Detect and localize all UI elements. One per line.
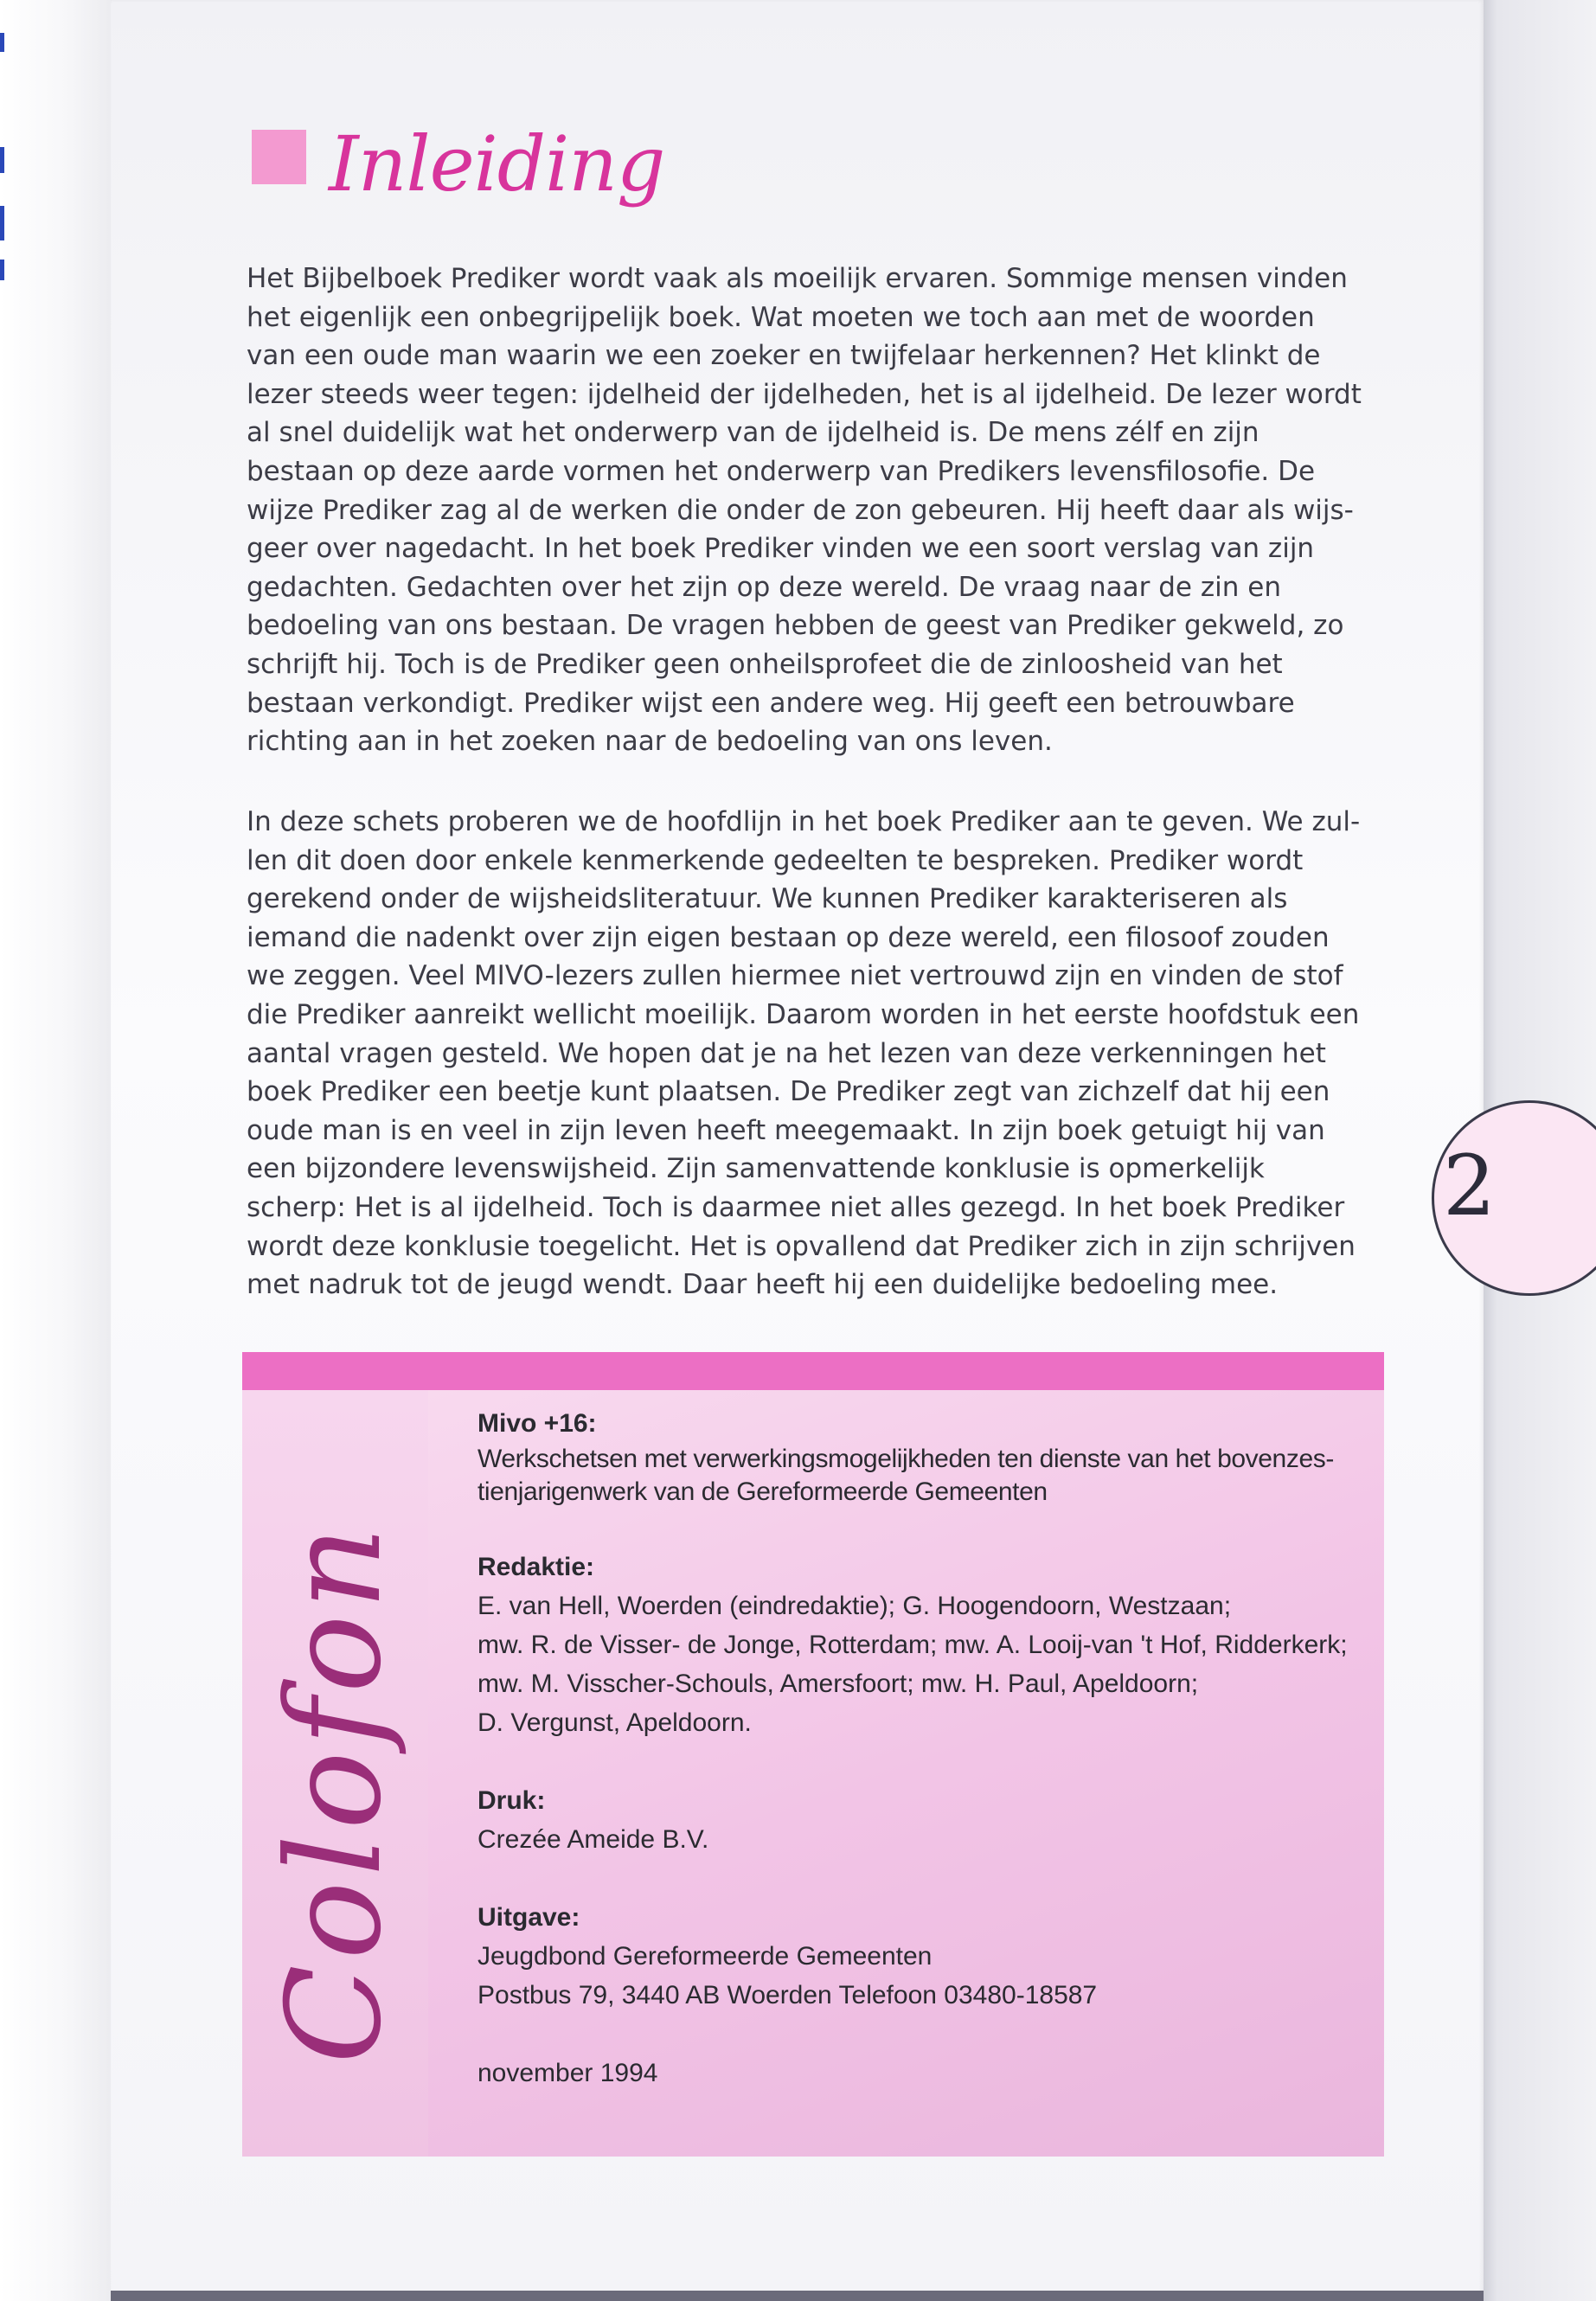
- uitgave-line: Jeugdbond Gereformeerde Gemeenten: [478, 1942, 933, 1971]
- text-line: iemand die nadenkt over zijn eigen bestaan op deze wereld, een filosoof zouden: [247, 921, 1330, 953]
- text-line: lezer steeds weer tegen: ijdelheid der ijdelheden, het is al ijdelheid. De lezer wordt: [247, 378, 1362, 410]
- section-title: Inleiding: [329, 119, 665, 208]
- redaktie-line: D. Vergunst, Apeldoorn.: [478, 1708, 752, 1737]
- text-line: oude man is en veel in zijn leven heeft meegemaakt. In zijn boek getuigt hij van: [247, 1114, 1325, 1146]
- redaktie-line: E. van Hell, Woerden (eindredaktie); G. Hoogendoorn, Westzaan;: [478, 1592, 1232, 1620]
- text-line: bestaan op deze aarde vormen het onderwerp van Predikers levensfilosofie. De: [247, 455, 1316, 487]
- text-line: wordt deze konklusie toegelicht. Het is opvallend dat Prediker zich in zijn schrijven: [247, 1230, 1356, 1262]
- text-line: een bijzondere levenswijsheid. Zijn samenvattende konklusie is opmerkelijk: [247, 1153, 1265, 1185]
- druk-label: Druk:: [478, 1786, 546, 1815]
- text-line: die Prediker aanreikt wellicht moeilijk. Daarom worden in het eerste hoofdstuk een: [247, 998, 1360, 1030]
- intro-paragraph-2: [247, 803, 1388, 1304]
- binding-mark: [0, 147, 4, 173]
- text-line: schrijft hij. Toch is de Prediker geen onheilsprofeet die de zinloosheid van het: [247, 648, 1283, 680]
- redaktie-line: mw. M. Visscher-Schouls, Amersfoort; mw. H. Paul, Apeldoorn;: [478, 1670, 1199, 1698]
- uitgave-line: Postbus 79, 3440 AB Woerden Telefoon 03480-18587: [478, 1981, 1098, 2009]
- text-line: wijze Prediker zag al de werken die onder de zon gebeuren. Hij heeft daar als wijs-: [247, 494, 1354, 526]
- binding-mark: [0, 33, 4, 52]
- text-line: al snel duidelijk wat het onderwerp van de ijdelheid is. De mens zélf en zijn: [247, 417, 1259, 449]
- mivo-label: Mivo +16:: [478, 1409, 597, 1438]
- text-line: boek Prediker een beetje kunt plaatsen. De Prediker zegt van zichzelf dat hij een: [247, 1076, 1330, 1108]
- text-line: we zeggen. Veel MIVO-lezers zullen hiermee niet vertrouwd zijn en vinden de stof: [247, 960, 1343, 992]
- text-line: Het Bijbelboek Prediker wordt vaak als moeilijk ervaren. Sommige mensen vinden: [247, 263, 1348, 294]
- text-line: met nadruk tot de jeugd wendt. Daar heeft hij een duidelijke bedoeling mee.: [247, 1269, 1279, 1301]
- text-line: scherp: Het is al ijdelheid. Toch is daarmee niet alles gezegd. In het boek Prediker: [247, 1191, 1345, 1223]
- text-line: het eigenlijk een onbegrijpelijk boek. Wat moeten we toch aan met de woorden: [247, 301, 1315, 333]
- colofon-details: [478, 1404, 1368, 2093]
- mivo-line: Werkschetsen met verwerkingsmogelijkheden ten dienste van het bovenzes-: [478, 1445, 1334, 1473]
- text-line: In deze schets proberen we de hoofdlijn in het boek Prediker aan te geven. We zul-: [247, 806, 1361, 837]
- mivo-line: tienjarigenwerk van de Gereformeerde Gemeenten: [478, 1477, 1048, 1506]
- chapter-number: 2: [1443, 1138, 1497, 1234]
- redaktie-label: Redaktie:: [478, 1553, 595, 1581]
- left-margin: [0, 0, 111, 2301]
- text-line: len dit doen door enkele kenmerkende gedeelten te bespreken. Prediker wordt: [247, 844, 1304, 876]
- binding-mark: [0, 260, 4, 280]
- text-line: geer over nagedacht. In het boek Prediker vinden we een soort verslag van zijn: [247, 533, 1315, 565]
- intro-paragraph-1: [247, 260, 1388, 761]
- text-line: gedachten. Gedachten over het zijn op deze wereld. De vraag naar de zin en: [247, 571, 1281, 603]
- uitgave-label: Uitgave:: [478, 1903, 580, 1932]
- heading-square-icon: [252, 130, 306, 184]
- text-line: aantal vragen gesteld. We hopen dat je na het lezen van deze verkenningen het: [247, 1037, 1326, 1069]
- text-line: bedoeling van ons bestaan. De vragen hebben de geest van Prediker gekweld, zo: [247, 610, 1344, 642]
- colofon-side-panel: [242, 1390, 428, 2157]
- binding-mark: [0, 206, 4, 240]
- colofon-band: [242, 1352, 1384, 1390]
- publication-date: november 1994: [478, 2059, 658, 2087]
- redaktie-line: mw. R. de Visser- de Jonge, Rotterdam; mw. A. Looij-van 't Hof, Ridderkerk;: [478, 1631, 1348, 1659]
- text-line: gerekend onder de wijsheidsliteratuur. We kunnen Prediker karakteriseren als: [247, 883, 1288, 915]
- text-line: bestaan verkondigt. Prediker wijst een andere weg. Hij geeft een betrouwbare: [247, 687, 1295, 719]
- bottom-edge: [111, 2291, 1484, 2301]
- text-line: van een oude man waarin we een zoeker en twijfelaar herkennen? Het klinkt de: [247, 340, 1321, 372]
- colofon-box: [242, 1352, 1384, 2157]
- colofon-side-label: Colofon: [260, 1521, 410, 2064]
- druk-value: Crezée Ameide B.V.: [478, 1825, 709, 1854]
- text-line: richting aan in het zoeken naar de bedoeling van ons leven.: [247, 726, 1053, 758]
